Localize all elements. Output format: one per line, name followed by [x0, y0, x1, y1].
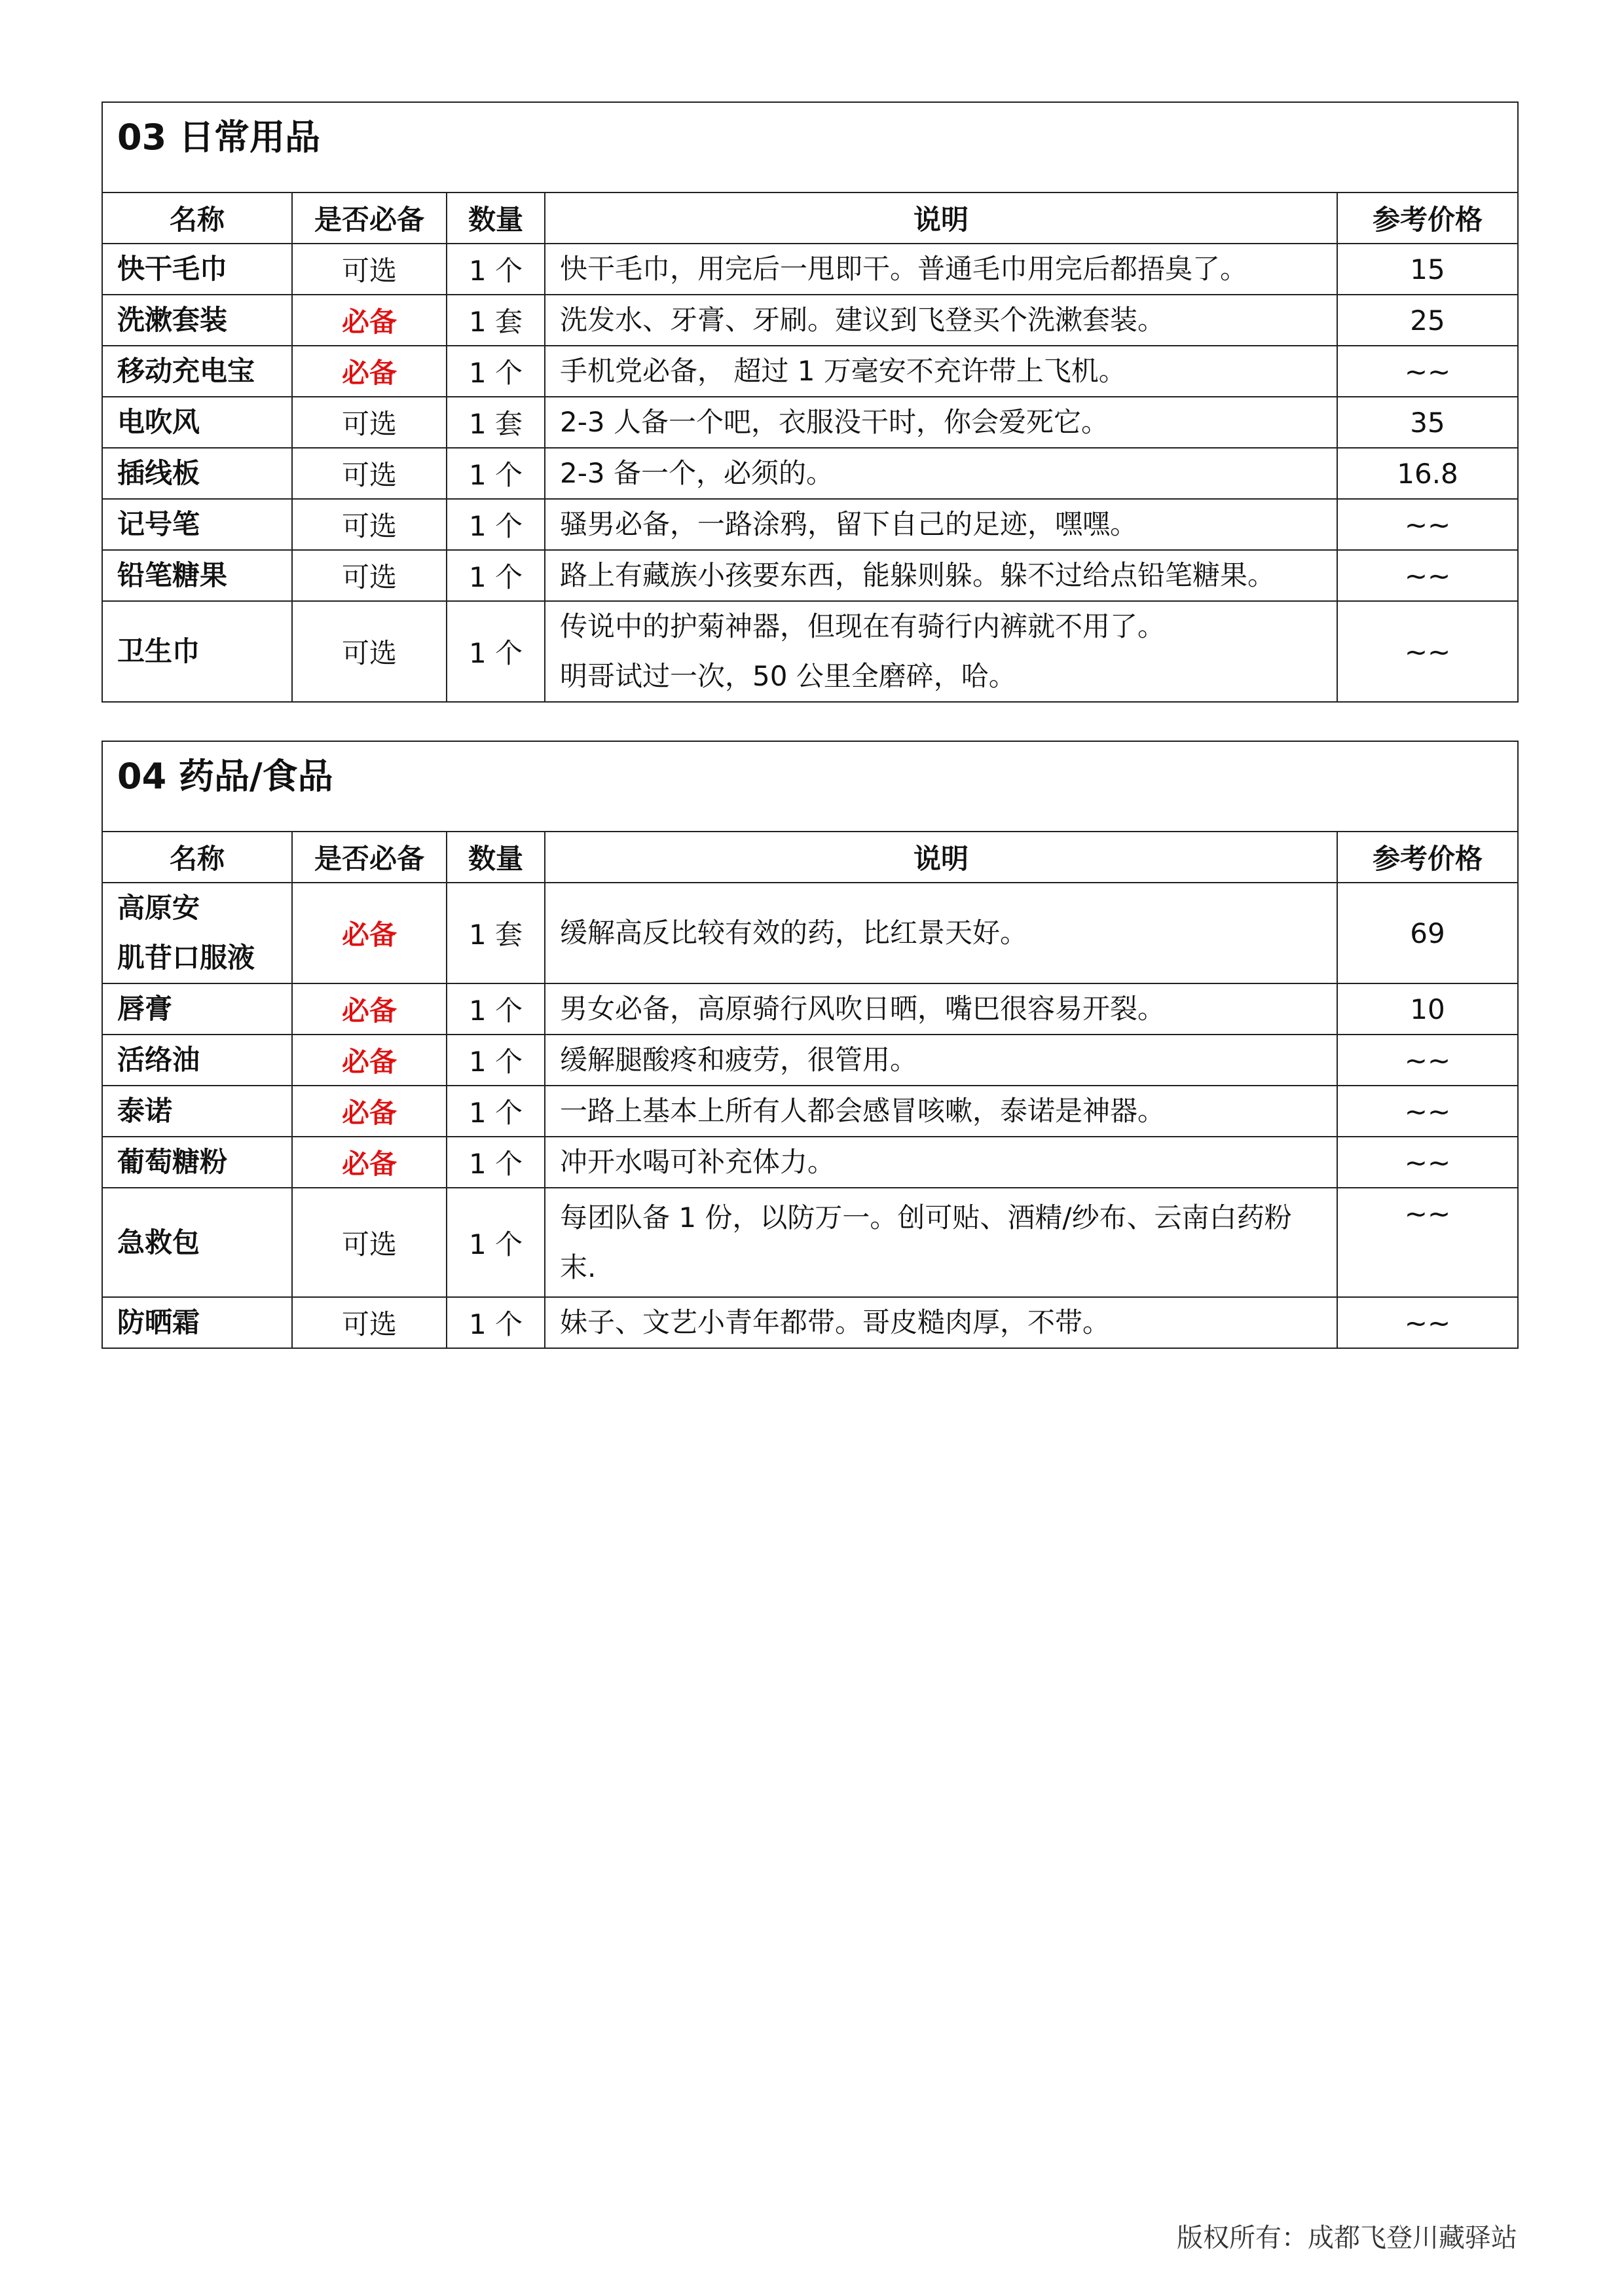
reference-price: ~~	[1337, 346, 1518, 397]
description	[545, 346, 1337, 397]
description	[545, 499, 1337, 550]
table-row	[102, 244, 1518, 295]
description	[545, 601, 1337, 702]
description	[545, 1086, 1337, 1137]
reference-price: ~~	[1337, 1137, 1518, 1188]
description-line: 2-3 人备一个吧，衣服没干时，你会爱死它。	[560, 406, 1109, 438]
required-status: 可选	[292, 550, 447, 601]
reference-price: ~~	[1337, 1188, 1518, 1297]
item-name-line: 防晒霜	[117, 1306, 200, 1338]
reference-price: 15	[1337, 244, 1518, 295]
item-name-line: 高原安	[117, 892, 200, 924]
required-status: 必备	[292, 983, 447, 1035]
quantity: 1 个	[447, 983, 545, 1035]
required-status: 可选	[292, 448, 447, 499]
table-row	[102, 1188, 1518, 1297]
item-name	[102, 1086, 292, 1137]
item-name-line: 洗漱套装	[117, 304, 228, 336]
reference-price: ~~	[1337, 550, 1518, 601]
description-line: 传说中的护菊神器，但现在有骑行内裤就不用了。	[560, 610, 1166, 642]
required-status: 可选	[292, 1297, 447, 1348]
reference-price: 35	[1337, 397, 1518, 448]
item-name	[102, 883, 292, 983]
table-row	[102, 295, 1518, 346]
description-line: 冲开水喝可补充体力。	[560, 1146, 836, 1178]
item-name	[102, 244, 292, 295]
item-name-line: 电吹风	[117, 406, 200, 438]
item-name	[102, 1035, 292, 1086]
required-status: 可选	[292, 601, 447, 702]
quantity: 1 个	[447, 346, 545, 397]
table-row	[102, 1297, 1518, 1348]
description-line: 明哥试过一次，50 公里全磨碎，哈。	[560, 660, 1016, 692]
required-status: 可选	[292, 244, 447, 295]
required-status: 必备	[292, 1137, 447, 1188]
item-name-line: 插线板	[117, 457, 200, 489]
quantity: 1 个	[447, 601, 545, 702]
table-row	[102, 346, 1518, 397]
item-table	[101, 101, 1519, 703]
quantity: 1 套	[447, 295, 545, 346]
item-name	[102, 397, 292, 448]
reference-price: ~~	[1337, 601, 1518, 702]
quantity: 1 个	[447, 448, 545, 499]
description-line: 缓解高反比较有效的药，比红景天好。	[560, 917, 1028, 949]
quantity: 1 个	[447, 1137, 545, 1188]
required-status: 必备	[292, 1035, 447, 1086]
table-row	[102, 983, 1518, 1035]
quantity: 1 个	[447, 1297, 545, 1348]
item-name	[102, 601, 292, 702]
description-line: 末.	[560, 1251, 597, 1283]
description-line: 骚男必备，一路涂鸦，留下自己的足迹，嘿嘿。	[560, 508, 1138, 540]
header-description: 说明	[545, 193, 1337, 244]
reference-price: ~~	[1337, 1086, 1518, 1137]
quantity: 1 个	[447, 499, 545, 550]
quantity: 1 个	[447, 1035, 545, 1086]
description-line: 每团队备 1 份，以防万一。创可贴、酒精/纱布、云南白药粉	[560, 1201, 1292, 1234]
item-name-line: 急救包	[117, 1226, 200, 1258]
item-name-line: 泰诺	[117, 1095, 173, 1127]
reference-price: 25	[1337, 295, 1518, 346]
quantity: 1 个	[447, 550, 545, 601]
description	[545, 295, 1337, 346]
header-quantity: 数量	[447, 193, 545, 244]
header-price: 参考价格	[1337, 832, 1518, 883]
header-quantity: 数量	[447, 832, 545, 883]
description-line: 一路上基本上所有人都会感冒咳嗽，泰诺是神器。	[560, 1095, 1166, 1127]
table-row	[102, 550, 1518, 601]
section-daily-goods	[101, 101, 1517, 703]
reference-price: ~~	[1337, 499, 1518, 550]
table-row	[102, 499, 1518, 550]
description	[545, 550, 1337, 601]
description	[545, 983, 1337, 1035]
section-medicine-food	[101, 741, 1517, 1349]
reference-price: ~~	[1337, 1297, 1518, 1348]
item-name-line: 葡萄糖粉	[117, 1146, 228, 1178]
description	[545, 1137, 1337, 1188]
description	[545, 448, 1337, 499]
quantity: 1 套	[447, 883, 545, 983]
item-name-line: 卫生巾	[117, 635, 200, 667]
quantity: 1 个	[447, 1188, 545, 1297]
description-line: 男女必备，高原骑行风吹日晒，嘴巴很容易开裂。	[560, 993, 1166, 1025]
description-line: 妹子、文艺小青年都带。哥皮糙肉厚，不带。	[560, 1306, 1111, 1338]
item-name	[102, 1188, 292, 1297]
header-price: 参考价格	[1337, 193, 1518, 244]
description-line: 路上有藏族小孩要东西，能躲则躲。躲不过给点铅笔糖果。	[560, 559, 1276, 591]
description-line: 缓解腿酸疼和疲劳，很管用。	[560, 1044, 918, 1076]
header-name: 名称	[102, 193, 292, 244]
header-required: 是否必备	[292, 832, 447, 883]
required-status: 必备	[292, 295, 447, 346]
item-table	[101, 741, 1519, 1349]
section-title: 03 日常用品	[102, 102, 1518, 193]
reference-price: 10	[1337, 983, 1518, 1035]
table-row	[102, 601, 1518, 702]
item-name	[102, 550, 292, 601]
required-status: 必备	[292, 1086, 447, 1137]
reference-price: ~~	[1337, 1035, 1518, 1086]
required-status: 可选	[292, 1188, 447, 1297]
quantity: 1 个	[447, 244, 545, 295]
item-name-line: 铅笔糖果	[117, 559, 228, 591]
description	[545, 244, 1337, 295]
table-row	[102, 1086, 1518, 1137]
item-name-line: 唇膏	[117, 993, 173, 1025]
item-name-line: 移动充电宝	[117, 355, 255, 387]
description-line: 手机党必备， 超过 1 万毫安不充许带上飞机。	[560, 355, 1126, 387]
table-row	[102, 397, 1518, 448]
required-status: 必备	[292, 346, 447, 397]
quantity: 1 套	[447, 397, 545, 448]
description-line: 快干毛巾，用完后一甩即干。普通毛巾用完后都捂臭了。	[560, 253, 1248, 285]
quantity: 1 个	[447, 1086, 545, 1137]
copyright-footer: 版权所有：成都飞登川藏驿站	[1177, 2223, 1517, 2253]
item-name	[102, 1297, 292, 1348]
item-name	[102, 295, 292, 346]
item-name	[102, 983, 292, 1035]
item-name	[102, 346, 292, 397]
reference-price: 16.8	[1337, 448, 1518, 499]
item-name	[102, 1137, 292, 1188]
header-name: 名称	[102, 832, 292, 883]
description	[545, 1035, 1337, 1086]
description	[545, 1188, 1337, 1297]
table-row	[102, 1035, 1518, 1086]
item-name	[102, 448, 292, 499]
table-row	[102, 1137, 1518, 1188]
table-row	[102, 883, 1518, 983]
description-line: 洗发水、牙膏、牙刷。建议到飞登买个洗漱套装。	[560, 304, 1166, 336]
item-name-line: 记号笔	[117, 508, 200, 540]
section-title: 04 药品/食品	[102, 741, 1518, 832]
reference-price: 69	[1337, 883, 1518, 983]
item-name-line: 活络油	[117, 1044, 200, 1076]
required-status: 可选	[292, 397, 447, 448]
required-status: 可选	[292, 499, 447, 550]
required-status: 必备	[292, 883, 447, 983]
description	[545, 883, 1337, 983]
header-description: 说明	[545, 832, 1337, 883]
header-required: 是否必备	[292, 193, 447, 244]
description	[545, 397, 1337, 448]
item-name-line: 快干毛巾	[117, 253, 228, 285]
description	[545, 1297, 1337, 1348]
description-line: 2-3 备一个，必须的。	[560, 457, 834, 489]
table-row	[102, 448, 1518, 499]
item-name	[102, 499, 292, 550]
item-name-line: 肌苷口服液	[117, 942, 255, 974]
